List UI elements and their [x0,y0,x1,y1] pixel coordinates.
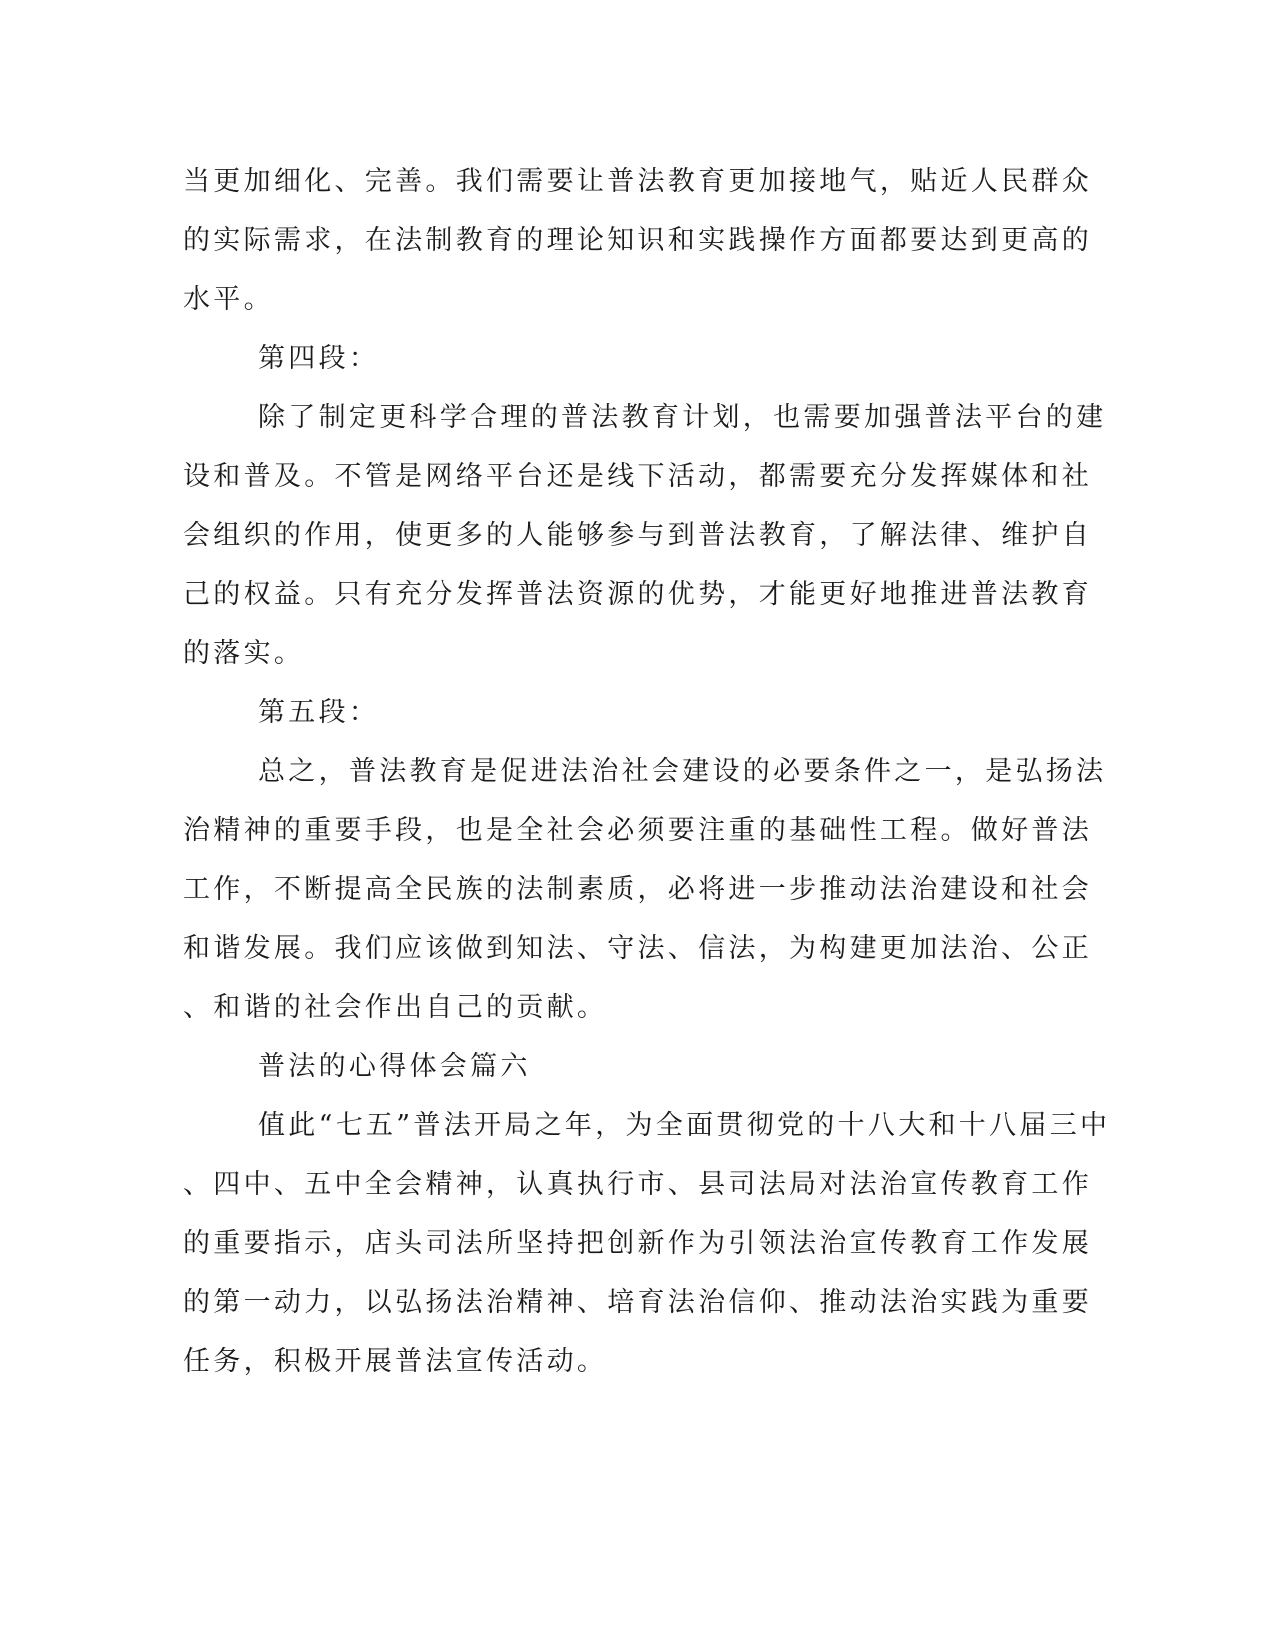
text-line: 任务，积极开展普法宣传活动。 [183,1346,608,1377]
article-title: 普法的心得体会篇六 [258,1051,531,1082]
text-line: 己的权益。只有充分发挥普法资源的优势，才能更好地推进普法教育 [183,579,1092,610]
text-line: 水平。 [183,284,274,315]
section-heading: 第五段： [258,697,380,728]
text-line: 治精神的重要手段，也是全社会必须要注重的基础性工程。做好普法 [183,815,1092,846]
text-line: 的实际需求，在法制教育的理论知识和实践操作方面都要达到更高的 [183,225,1092,256]
text-line: 除了制定更科学合理的普法教育计划，也需要加强普法平台的建 [258,402,1107,433]
text-line: 的落实。 [183,638,305,669]
text-line: 的第一动力，以弘扬法治精神、培育法治信仰、推动法治实践为重要 [183,1287,1092,1318]
text-line: 工作，不断提高全民族的法制素质，必将进一步推动法治建设和社会 [183,874,1092,905]
text-line: 和谐发展。我们应该做到知法、守法、信法，为构建更加法治、公正 [183,933,1092,964]
text-line: 的重要指示，店头司法所坚持把创新作为引领法治宣传教育工作发展 [183,1228,1092,1259]
text-line: 值此“七五”普法开局之年，为全面贯彻党的十八大和十八届三中 [258,1110,1111,1141]
text-line: 会组织的作用，使更多的人能够参与到普法教育，了解法律、维护自 [183,520,1092,551]
text-line: 、四中、五中全会精神，认真执行市、县司法局对法治宣传教育工作 [183,1169,1092,1200]
text-line: 、和谐的社会作出自己的贡献。 [183,992,608,1023]
section-heading: 第四段： [258,343,380,374]
text-line: 设和普及。不管是网络平台还是线下活动，都需要充分发挥媒体和社 [183,461,1092,492]
text-line: 总之，普法教育是促进法治社会建设的必要条件之一，是弘扬法 [258,756,1107,787]
text-line: 当更加细化、完善。我们需要让普法教育更加接地气，贴近人民群众 [183,166,1092,197]
